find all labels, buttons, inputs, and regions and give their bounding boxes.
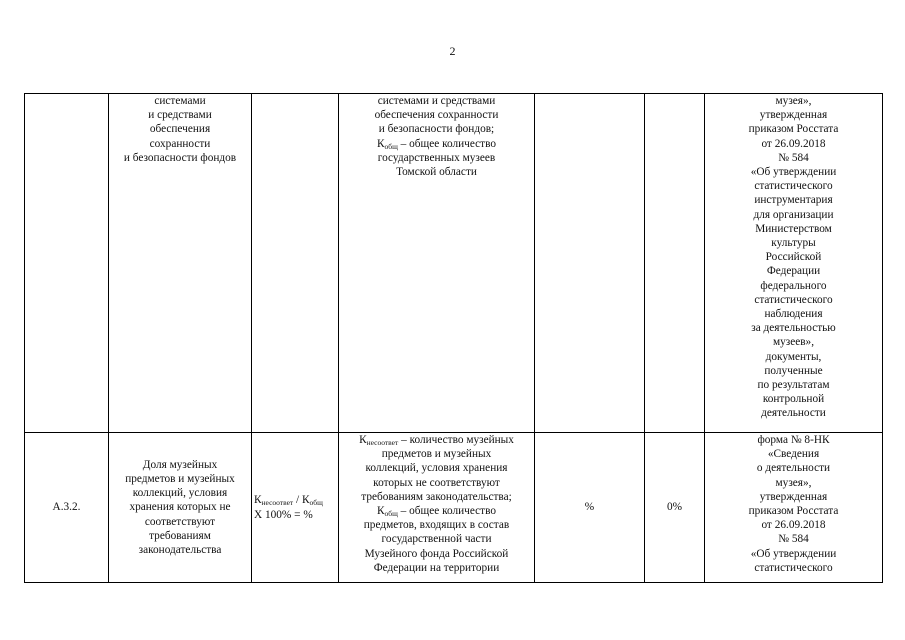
- cell-source: форма № 8-НК «Сведения о деятельности музея», утвержденная приказом Росстата от 26.09.2018 № 584 «Об утверждении статистического: [705, 433, 883, 583]
- cell-unit: %: [535, 433, 645, 583]
- cell-indicator-name: Доля музейных предметов и музейных коллекций, условия хранения которых не соответствуют требованиям законодательства: [109, 433, 252, 583]
- text-line: системами и средствами: [377, 95, 496, 107]
- formula-variable-line: $К_{общ}$ – общее количество: [376, 505, 497, 519]
- cell-code: [25, 94, 109, 433]
- text-line: и безопасности фондов;: [378, 123, 495, 136]
- indicator-table: [24, 93, 883, 583]
- cell-value: 0%: [645, 433, 705, 583]
- text-line: Томской области: [396, 166, 477, 179]
- text-line: и средствами: [148, 109, 212, 122]
- text-line: и безопасности фондов: [123, 151, 237, 164]
- cell-formula: [252, 94, 339, 433]
- cell-formula: [252, 433, 339, 583]
- cell-formula-description: [339, 94, 535, 433]
- cell-code: А.3.2.: [25, 433, 109, 583]
- text-line: обеспечения сохранности: [374, 109, 499, 122]
- text-line: обеспечения: [149, 123, 211, 136]
- cell-unit: [535, 94, 645, 433]
- formula-variable-line: $К_{несоответ}$ – количество музейных: [359, 434, 514, 447]
- cell-formula-description: $К_{несоответ}$ – количество музейных предметов и музейных коллекций, условия хранения которых не соответствуют требованиям законодательства; $К_{общ}$ – общее количество предметов, входящих в состав государственной части Музейного фонда Российской Федерации на территории: [339, 433, 535, 583]
- formula-variable-line: $К_{общ}$ – общее количество: [376, 137, 497, 151]
- table-row: [25, 94, 883, 433]
- cell-value: [645, 94, 705, 433]
- text-line: государственных музеев: [377, 151, 496, 164]
- formula-line: Х 100% = %: [254, 508, 313, 521]
- cell-source: музея», утвержденная приказом Росстата от 26.09.2018 № 584 «Об утверждении статистического инструментария для организации Министерством культуры Российской Федерации федерального статистического наблюдения за деятельностью музеев», документы, полученные по результатам контрольной деятельности: [705, 94, 883, 433]
- formula-line: $К_{несоответ} / К_{общ}$: [254, 494, 323, 508]
- table-row: [25, 433, 883, 583]
- cell-indicator-name: [109, 94, 252, 433]
- page-number: 2: [449, 44, 456, 58]
- text-line: сохранности: [149, 137, 211, 150]
- text-line: системами: [154, 95, 206, 107]
